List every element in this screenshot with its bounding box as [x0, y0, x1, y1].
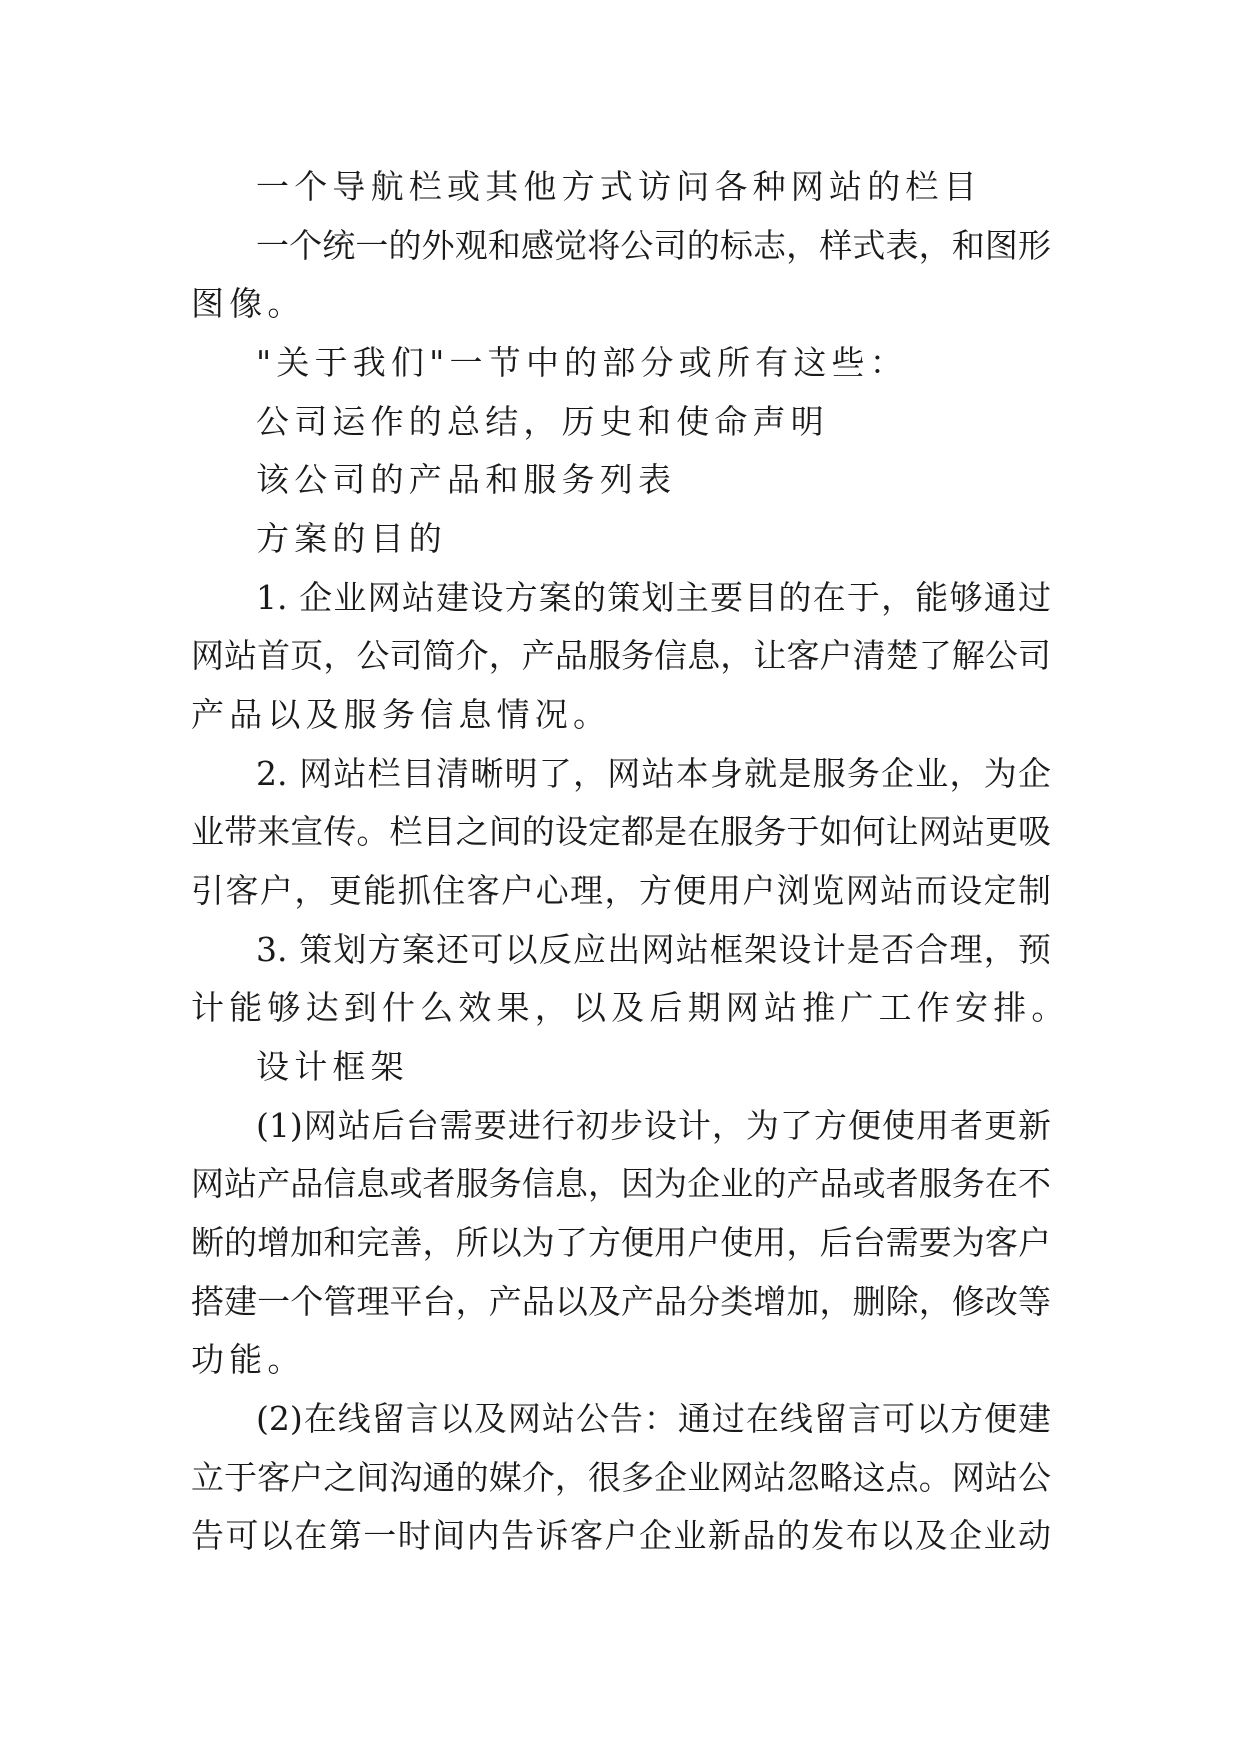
section-heading: 设计框架	[256, 1047, 409, 1086]
text-line: 公司运作的总结，历史和使命声明	[256, 402, 829, 441]
text-line: 搭建一个管理平台，产品以及产品分类增加，删除，修改等	[191, 1282, 1051, 1321]
text-line: 网站首页，公司简介，产品服务信息，让客户清楚了解公司	[191, 636, 1051, 675]
text-line: 引客户，更能抓住客户心理，方便用户浏览网站而设定制	[191, 871, 1051, 910]
text-line: 图像。	[191, 284, 306, 323]
text-line: 功能。	[191, 1340, 306, 1379]
text-line: 业带来宣传。栏目之间的设定都是在服务于如何让网站更吸	[191, 812, 1051, 851]
text-line: 计能够达到什么效果，以及后期网站推广工作安排。	[191, 988, 1070, 1027]
text-line: "关于我们"一节中的部分或所有这些：	[256, 343, 908, 382]
text-line: 2. 网站栏目清晰明了，网站本身就是服务企业，为企	[256, 754, 1051, 793]
text-line: 产品以及服务信息情况。	[191, 695, 612, 734]
text-line: 一个统一的外观和感觉将公司的标志，样式表，和图形	[256, 226, 1051, 265]
text-line: 断的增加和完善，所以为了方便用户使用，后台需要为客户	[191, 1223, 1051, 1262]
text-line: 告可以在第一时间内告诉客户企业新品的发布以及企业动	[191, 1516, 1051, 1555]
text-line: (2)在线留言以及网站公告：通过在线留言可以方便建	[256, 1399, 1051, 1438]
text-line: (1)网站后台需要进行初步设计，为了方便使用者更新	[256, 1106, 1051, 1145]
text-line: 立于客户之间沟通的媒介，很多企业网站忽略这点。网站公	[191, 1458, 1051, 1497]
text-line: 一个导航栏或其他方式访问各种网站的栏目	[256, 167, 982, 206]
text-line: 3. 策划方案还可以反应出网站框架设计是否合理，预	[256, 930, 1051, 969]
section-heading: 方案的目的	[256, 519, 447, 558]
text-line: 1. 企业网站建设方案的策划主要目的在于，能够通过	[256, 578, 1051, 617]
text-line: 网站产品信息或者服务信息，因为企业的产品或者服务在不	[191, 1164, 1051, 1203]
text-line: 该公司的产品和服务列表	[256, 460, 677, 499]
